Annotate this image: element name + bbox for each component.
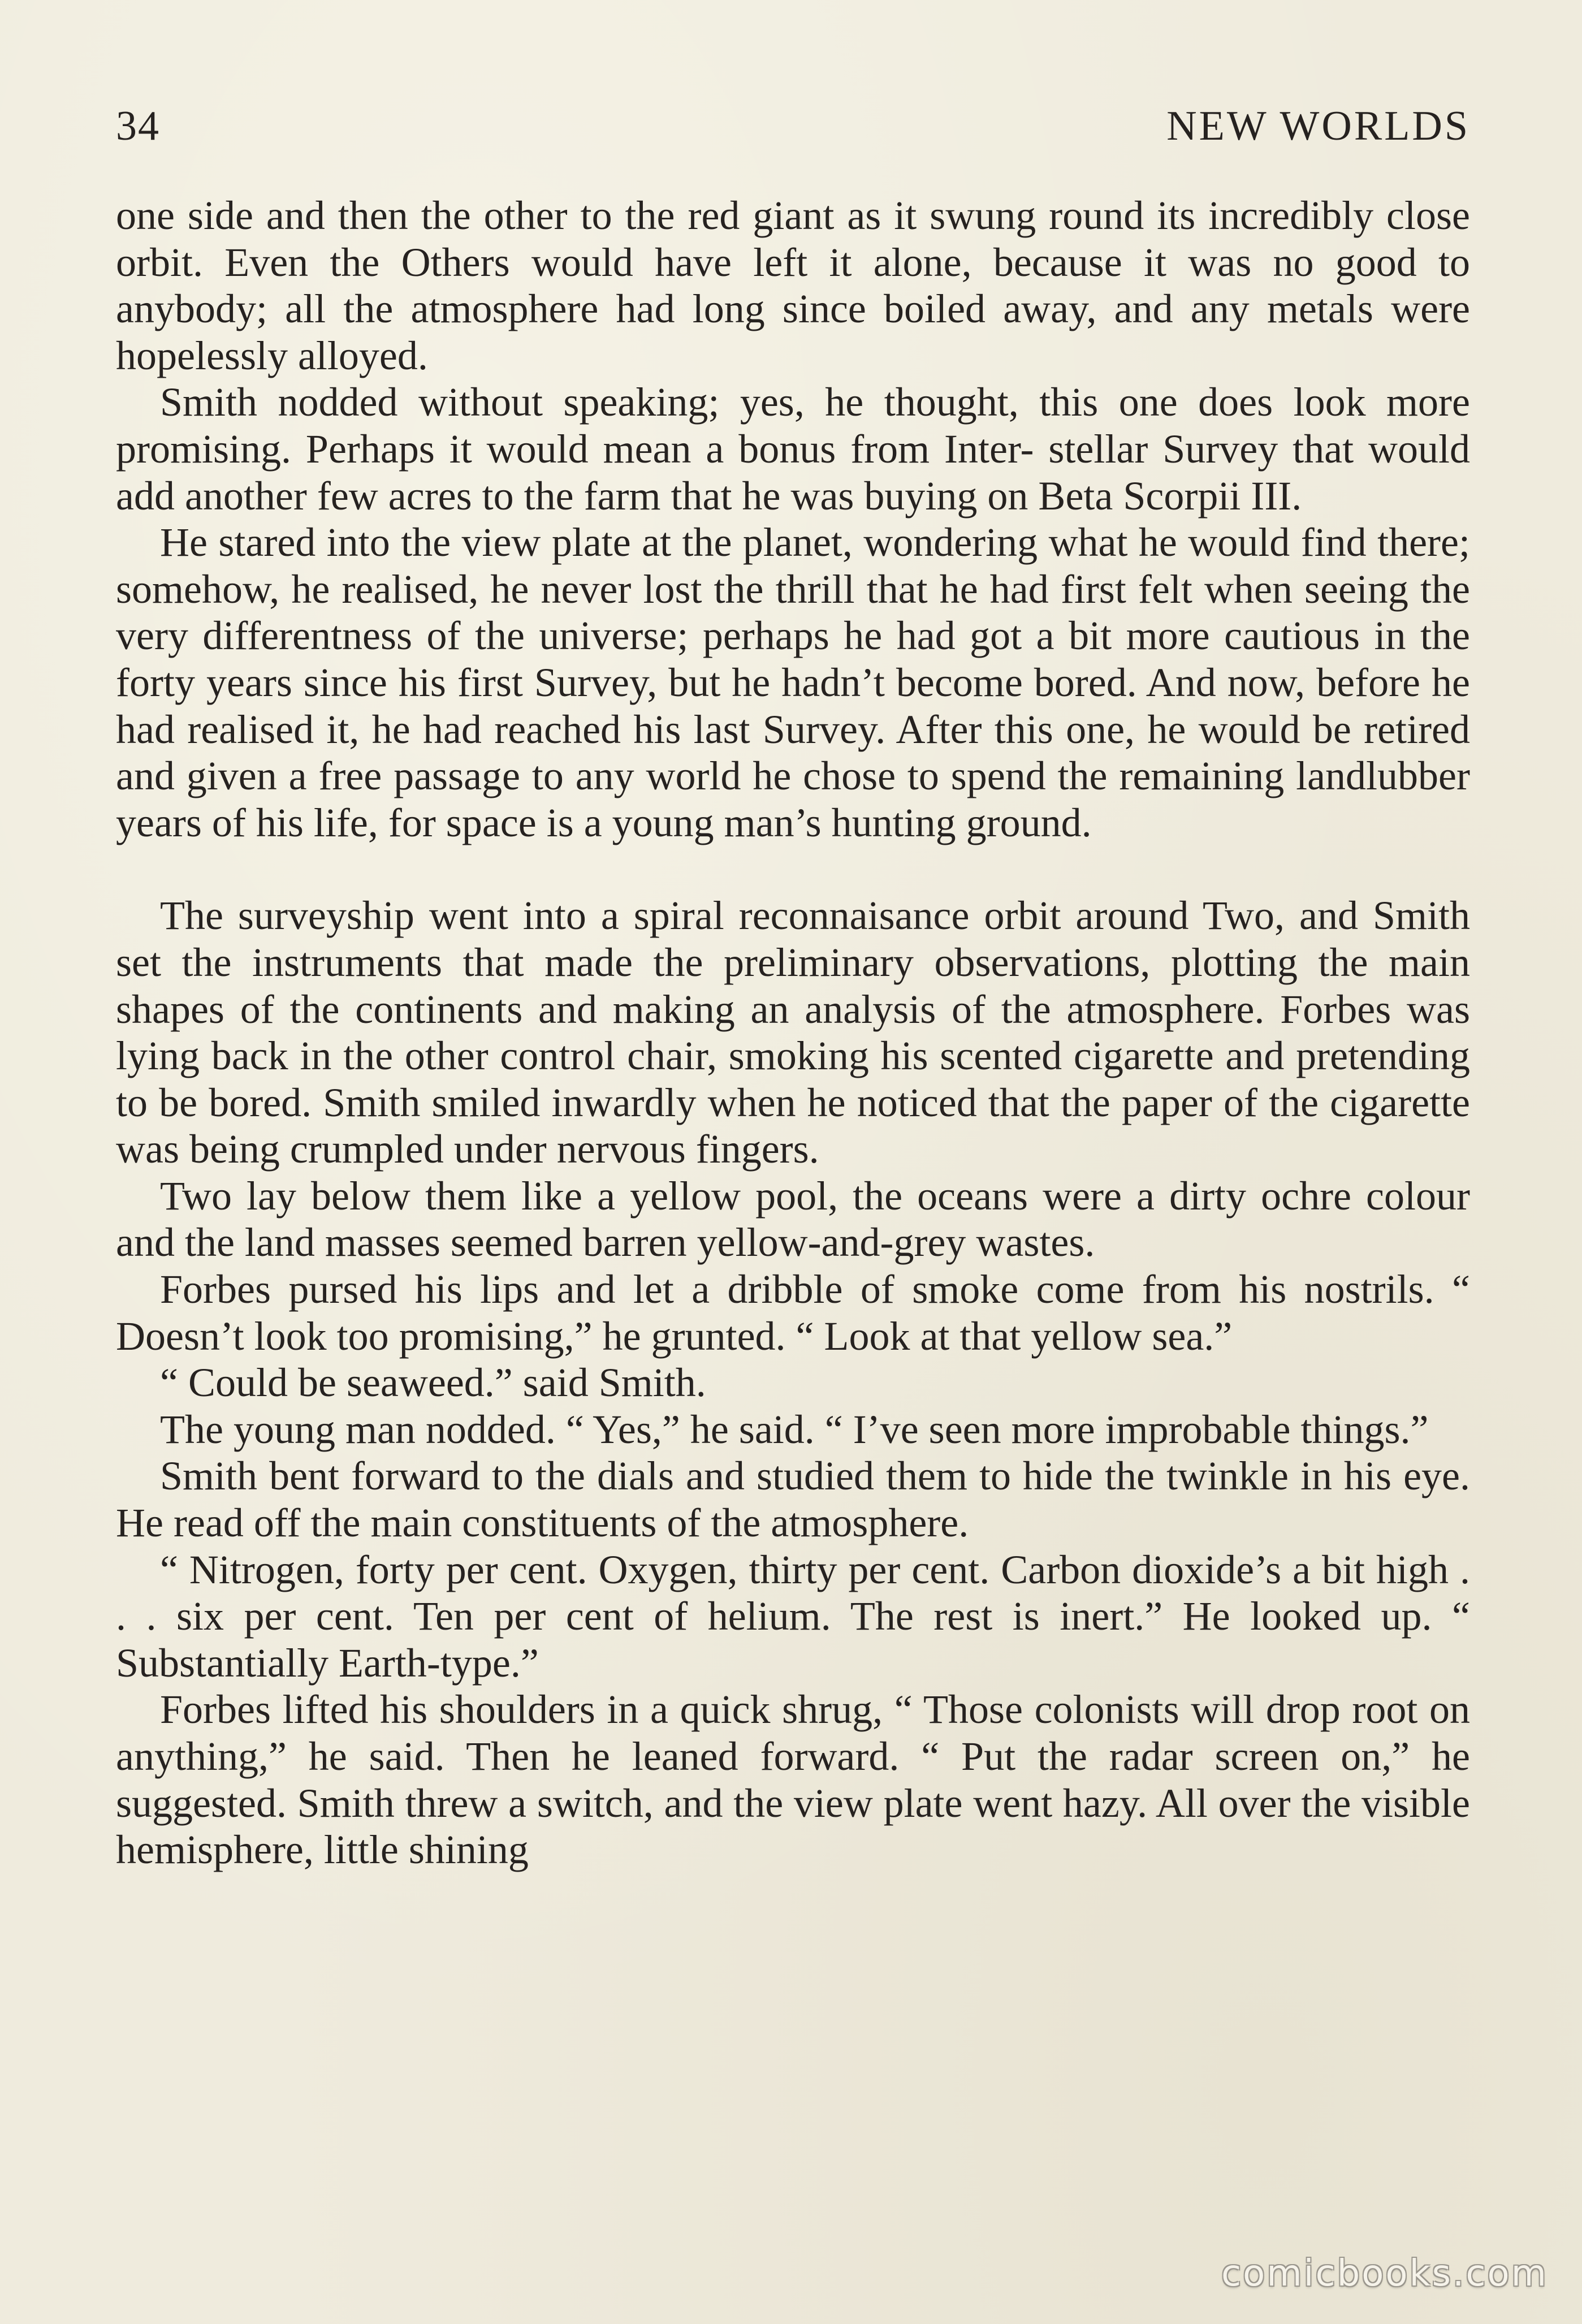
paragraph: The young man nodded. “ Yes,” he said. “ I’ve seen more improbable things.” — [160, 1406, 1429, 1452]
paragraph: Forbes pursed his lips and let a dribble of smoke come from his nostrils. “ Doesn’t look too promising,” he grunted. “ Look at that yellow sea.” — [116, 1267, 1470, 1359]
paragraph: “ Nitrogen, forty per cent. Oxygen, thirty per cent. Carbon dioxide’s a bit high . . . six per cent. Ten per cent of helium. The rest is inert.” He looked up. “ Substantially Earth-type.” — [116, 1547, 1470, 1686]
paragraph: He stared into the view plate at the planet, wondering what he would find there; somehow, he realised, he never lost the thrill that he had first felt when seeing the very differentness of the universe; perhaps he had got a bit more cautious in the forty years since his first Survey, but he hadn’t become bored. And now, before he had realised it, he had reached his last Survey. After this one, he would be retired and given a free passage to any world he chose to spend the remaining landlubber years of his life, for space is a young man’s hunting ground. — [116, 520, 1470, 845]
paragraph: Smith bent forward to the dials and studied them to hide the twinkle in his eye. He read off the main constituents of the atmosphere. — [116, 1453, 1470, 1546]
running-header — [116, 101, 1470, 152]
body-text — [116, 192, 1470, 1873]
paragraph: The surveyship went into a spiral reconnaisance orbit around Two, and Smith set the instruments that made the preliminary observations, plotting the main shapes of the continents and making an analysis of the atmosphere. Forbes was lying back in the other control chair, smoking his scented cigarette and pretending to be bored. Smith smiled inwardly when he noticed that the paper of the cigarette was being crumpled under nervous fingers. — [116, 893, 1470, 1172]
paragraph: Smith nodded without speaking; yes, he thought, this one does look more promising. Perhaps it would mean a bonus from Inter- stellar Survey that would add another few acres to the farm that he was buying on Beta Scorpii III. — [116, 379, 1470, 519]
running-title: NEW WORLDS — [1166, 103, 1470, 149]
page-number: 34 — [116, 103, 160, 149]
paragraph: one side and then the other to the red giant as it swung round its incredibly close orbit. Even the Others would have left it alone, because it was no good to anybody; all the atmosphere had long since boiled away, and any metals were hopelessly alloyed. — [116, 193, 1470, 378]
paragraph: Two lay below them like a yellow pool, the oceans were a dirty ochre colour and the land masses seemed barren yellow-and-grey wastes. — [116, 1173, 1470, 1265]
paragraph: Forbes lifted his shoulders in a quick shrug, “ Those colonists will drop root on anything,” he said. Then he leaned forward. “ Put the radar screen on,” he suggested. Smith threw a switch, and the view plate went hazy. All over the visible hemisphere, little shining — [116, 1687, 1470, 1873]
watermark: comicbooks.com — [1221, 2253, 1548, 2295]
paragraph: “ Could be seaweed.” said Smith. — [160, 1360, 706, 1406]
